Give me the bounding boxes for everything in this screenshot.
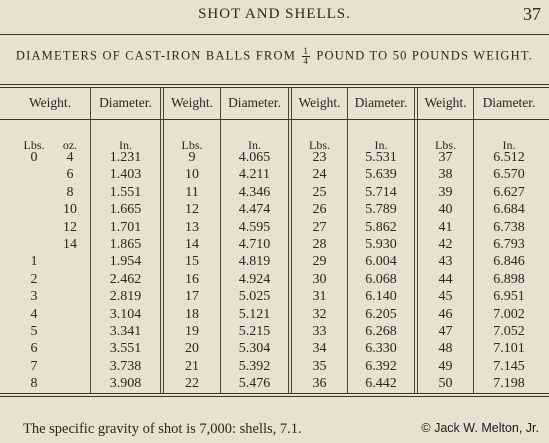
weight-lbs-cell: 42	[438, 237, 453, 252]
weight-lbs-cell: 37	[438, 150, 453, 165]
weight-lbs-cell: 33	[312, 324, 327, 339]
diameter-cell: 5.121	[238, 306, 271, 322]
column-header-weight: Weight.	[28, 95, 72, 110]
weight-lbs-cell: 34	[312, 341, 327, 357]
column-header-weight: Weight.	[170, 95, 214, 110]
weight-lbs-cell: 49	[438, 358, 453, 374]
weight-lbs-cell: 47	[438, 324, 453, 339]
weight-lbs-cell: 44	[438, 271, 453, 287]
weight-lbs-cell: 32	[312, 306, 327, 322]
diameter-cell: 5.714	[365, 184, 397, 200]
weight-lbs-cell: 13	[185, 219, 199, 235]
weight-lbs-cell: 0	[30, 150, 38, 165]
weight-oz-cell: 6	[66, 167, 74, 183]
diameter-cell: 4.819	[238, 254, 271, 270]
diameter-cell: 6.570	[493, 167, 525, 183]
diameter-cell: 6.004	[365, 254, 397, 270]
diameter-cell: 2.819	[109, 289, 142, 305]
column-divider	[414, 88, 415, 393]
diameter-cell: 5.862	[365, 219, 397, 235]
diameter-cell: 5.531	[365, 150, 397, 165]
unit-in: In.	[119, 138, 132, 152]
weight-oz-cell: 4	[66, 150, 74, 165]
diameter-cell: 7.101	[493, 341, 525, 357]
diameter-cell: 1.865	[109, 237, 142, 252]
weight-lbs-cell: 35	[312, 358, 327, 374]
diameter-cell: 5.930	[365, 237, 397, 252]
column-divider	[288, 88, 289, 393]
table-header-rule	[0, 119, 549, 120]
weight-lbs-cell: 28	[312, 237, 327, 252]
weight-lbs-cell: 36	[312, 376, 327, 392]
weight-lbs-cell: 43	[438, 254, 453, 270]
weight-lbs-cell: 25	[312, 184, 327, 200]
page-header	[0, 4, 549, 26]
weight-lbs-cell: 18	[185, 306, 199, 322]
column-header-diameter: Diameter.	[228, 95, 281, 110]
weight-lbs-cell: 40	[438, 202, 453, 218]
table-top-rule	[0, 84, 549, 85]
diameter-cell: 6.951	[493, 289, 525, 305]
diameter-cell: 6.205	[365, 306, 397, 322]
column-header-weight: Weight.	[424, 95, 467, 110]
table-title-before: DIAMETERS OF CAST-IRON BALLS FROM	[15, 48, 297, 63]
diameter-cell: 3.908	[109, 376, 142, 392]
diameter-cell: 6.898	[493, 271, 525, 287]
diameter-cell: 6.068	[365, 271, 397, 287]
diameter-cell: 5.476	[238, 376, 271, 392]
running-title: SHOT AND SHELLS.	[198, 6, 351, 22]
diameter-cell: 5.789	[365, 202, 397, 218]
unit-lbs: Lbs.	[309, 138, 330, 152]
diameter-cell: 7.198	[493, 376, 525, 392]
weight-lbs-cell: 39	[438, 184, 453, 200]
weight-lbs-cell: 24	[312, 167, 327, 183]
header-rule	[0, 34, 549, 35]
diameter-cell: 4.211	[239, 167, 270, 183]
copyright-notice: © Jack W. Melton, Jr.	[421, 421, 539, 435]
page-number: 37	[523, 4, 541, 24]
weight-lbs-cell: 11	[185, 184, 199, 200]
weight-lbs-cell: 4	[30, 306, 38, 322]
weight-lbs-cell: 12	[185, 202, 199, 218]
table-title	[0, 47, 549, 66]
weight-oz-cell: 12	[63, 219, 77, 235]
diameter-cell: 1.665	[109, 202, 142, 218]
diameter-cell: 4.595	[238, 219, 271, 235]
diameter-cell: 3.341	[109, 324, 142, 339]
weight-lbs-cell: 9	[188, 150, 196, 165]
diameter-cell: 4.346	[238, 184, 271, 200]
weight-lbs-cell: 7	[30, 358, 38, 374]
unit-lbs: Lbs.	[435, 138, 456, 152]
weight-lbs-cell: 19	[185, 324, 199, 339]
diameter-cell: 5.025	[238, 289, 271, 305]
diameter-cell: 4.065	[238, 150, 271, 165]
fraction-denominator: 4	[303, 56, 310, 66]
weight-lbs-cell: 31	[312, 289, 327, 305]
weight-lbs-cell: 46	[438, 306, 453, 322]
unit-in: In.	[374, 138, 388, 152]
weight-lbs-cell: 3	[30, 289, 38, 305]
weight-lbs-cell: 1	[30, 254, 38, 270]
weight-lbs-cell: 45	[438, 289, 453, 305]
weight-lbs-cell: 5	[30, 324, 38, 339]
weight-lbs-cell: 20	[185, 341, 199, 357]
diameter-cell: 7.052	[493, 324, 525, 339]
weight-lbs-cell: 10	[185, 167, 199, 183]
weight-lbs-cell: 41	[438, 219, 453, 235]
unit-lbs: Lbs.	[181, 138, 203, 152]
weight-lbs-cell: 38	[438, 167, 453, 183]
fraction-numerator: 1	[303, 46, 310, 56]
diameter-cell: 6.684	[493, 202, 525, 218]
diameter-cell: 7.002	[493, 306, 525, 322]
weight-lbs-cell: 50	[438, 376, 453, 392]
weight-lbs-cell: 23	[312, 150, 327, 165]
diameter-cell: 4.474	[238, 202, 271, 218]
weight-lbs-cell: 48	[438, 341, 453, 357]
title-fraction	[302, 47, 310, 66]
diameter-cell: 1.954	[109, 254, 142, 270]
diameter-cell: 6.512	[493, 150, 525, 165]
unit-in: In.	[502, 138, 516, 152]
diameter-cell: 6.846	[493, 254, 525, 270]
weight-lbs-cell: 15	[185, 254, 199, 270]
weight-lbs-cell: 16	[185, 271, 199, 287]
diameter-cell: 6.140	[365, 289, 397, 305]
diameter-cell: 6.392	[365, 358, 397, 374]
diameter-cell: 7.145	[493, 358, 525, 374]
diameter-cell: 5.639	[365, 167, 397, 183]
weight-lbs-cell: 6	[30, 341, 38, 357]
diameter-cell: 2.462	[109, 271, 142, 287]
table-bottom-rule	[0, 393, 549, 394]
column-header-diameter: Diameter.	[354, 95, 408, 110]
specific-gravity-note: The specific gravity of shot is 7,000: shells, 7.1.	[23, 421, 302, 437]
weight-lbs-cell: 8	[30, 376, 38, 392]
unit-oz: oz.	[62, 138, 78, 152]
diameter-cell: 6.330	[365, 341, 397, 357]
unit-in: In.	[248, 138, 261, 152]
weight-lbs-cell: 26	[312, 202, 327, 218]
weight-lbs-cell: 2	[30, 271, 38, 287]
diameter-cell: 3.104	[109, 306, 142, 322]
diameter-cell: 3.738	[109, 358, 142, 374]
weight-lbs-cell: 22	[185, 376, 199, 392]
diameter-cell: 1.403	[109, 167, 142, 183]
diameter-cell: 6.793	[493, 237, 525, 252]
weight-lbs-cell: 21	[185, 358, 199, 374]
diameter-cell: 6.442	[365, 376, 397, 392]
diameter-cell: 1.231	[109, 150, 142, 165]
column-header-diameter: Diameter.	[99, 95, 152, 110]
diameter-cell: 5.392	[238, 358, 271, 374]
table-title-after: POUND TO 50 POUNDS WEIGHT.	[316, 48, 534, 63]
column-divider	[160, 88, 161, 393]
weight-oz-cell: 14	[63, 237, 77, 252]
weight-oz-cell: 10	[63, 202, 77, 218]
weight-lbs-cell: 14	[185, 237, 199, 252]
weight-oz-cell: 8	[66, 184, 74, 200]
diameter-cell: 5.304	[238, 341, 271, 357]
column-header-weight: Weight.	[298, 95, 341, 110]
diameter-cell: 6.268	[365, 324, 397, 339]
diameter-cell: 3.551	[109, 341, 142, 357]
diameter-cell: 1.701	[109, 219, 142, 235]
unit-lbs: Lbs.	[23, 138, 45, 152]
diameter-cell: 6.627	[493, 184, 525, 200]
diameter-cell: 1.551	[109, 184, 142, 200]
weight-lbs-cell: 29	[312, 254, 327, 270]
weight-lbs-cell: 17	[185, 289, 199, 305]
weight-lbs-cell: 27	[312, 219, 327, 235]
diameter-cell: 4.924	[238, 271, 271, 287]
weight-lbs-cell: 30	[312, 271, 327, 287]
diameter-cell: 4.710	[238, 237, 271, 252]
diameter-cell: 5.215	[238, 324, 271, 339]
column-header-diameter: Diameter.	[482, 95, 536, 110]
diameter-cell: 6.738	[493, 219, 525, 235]
